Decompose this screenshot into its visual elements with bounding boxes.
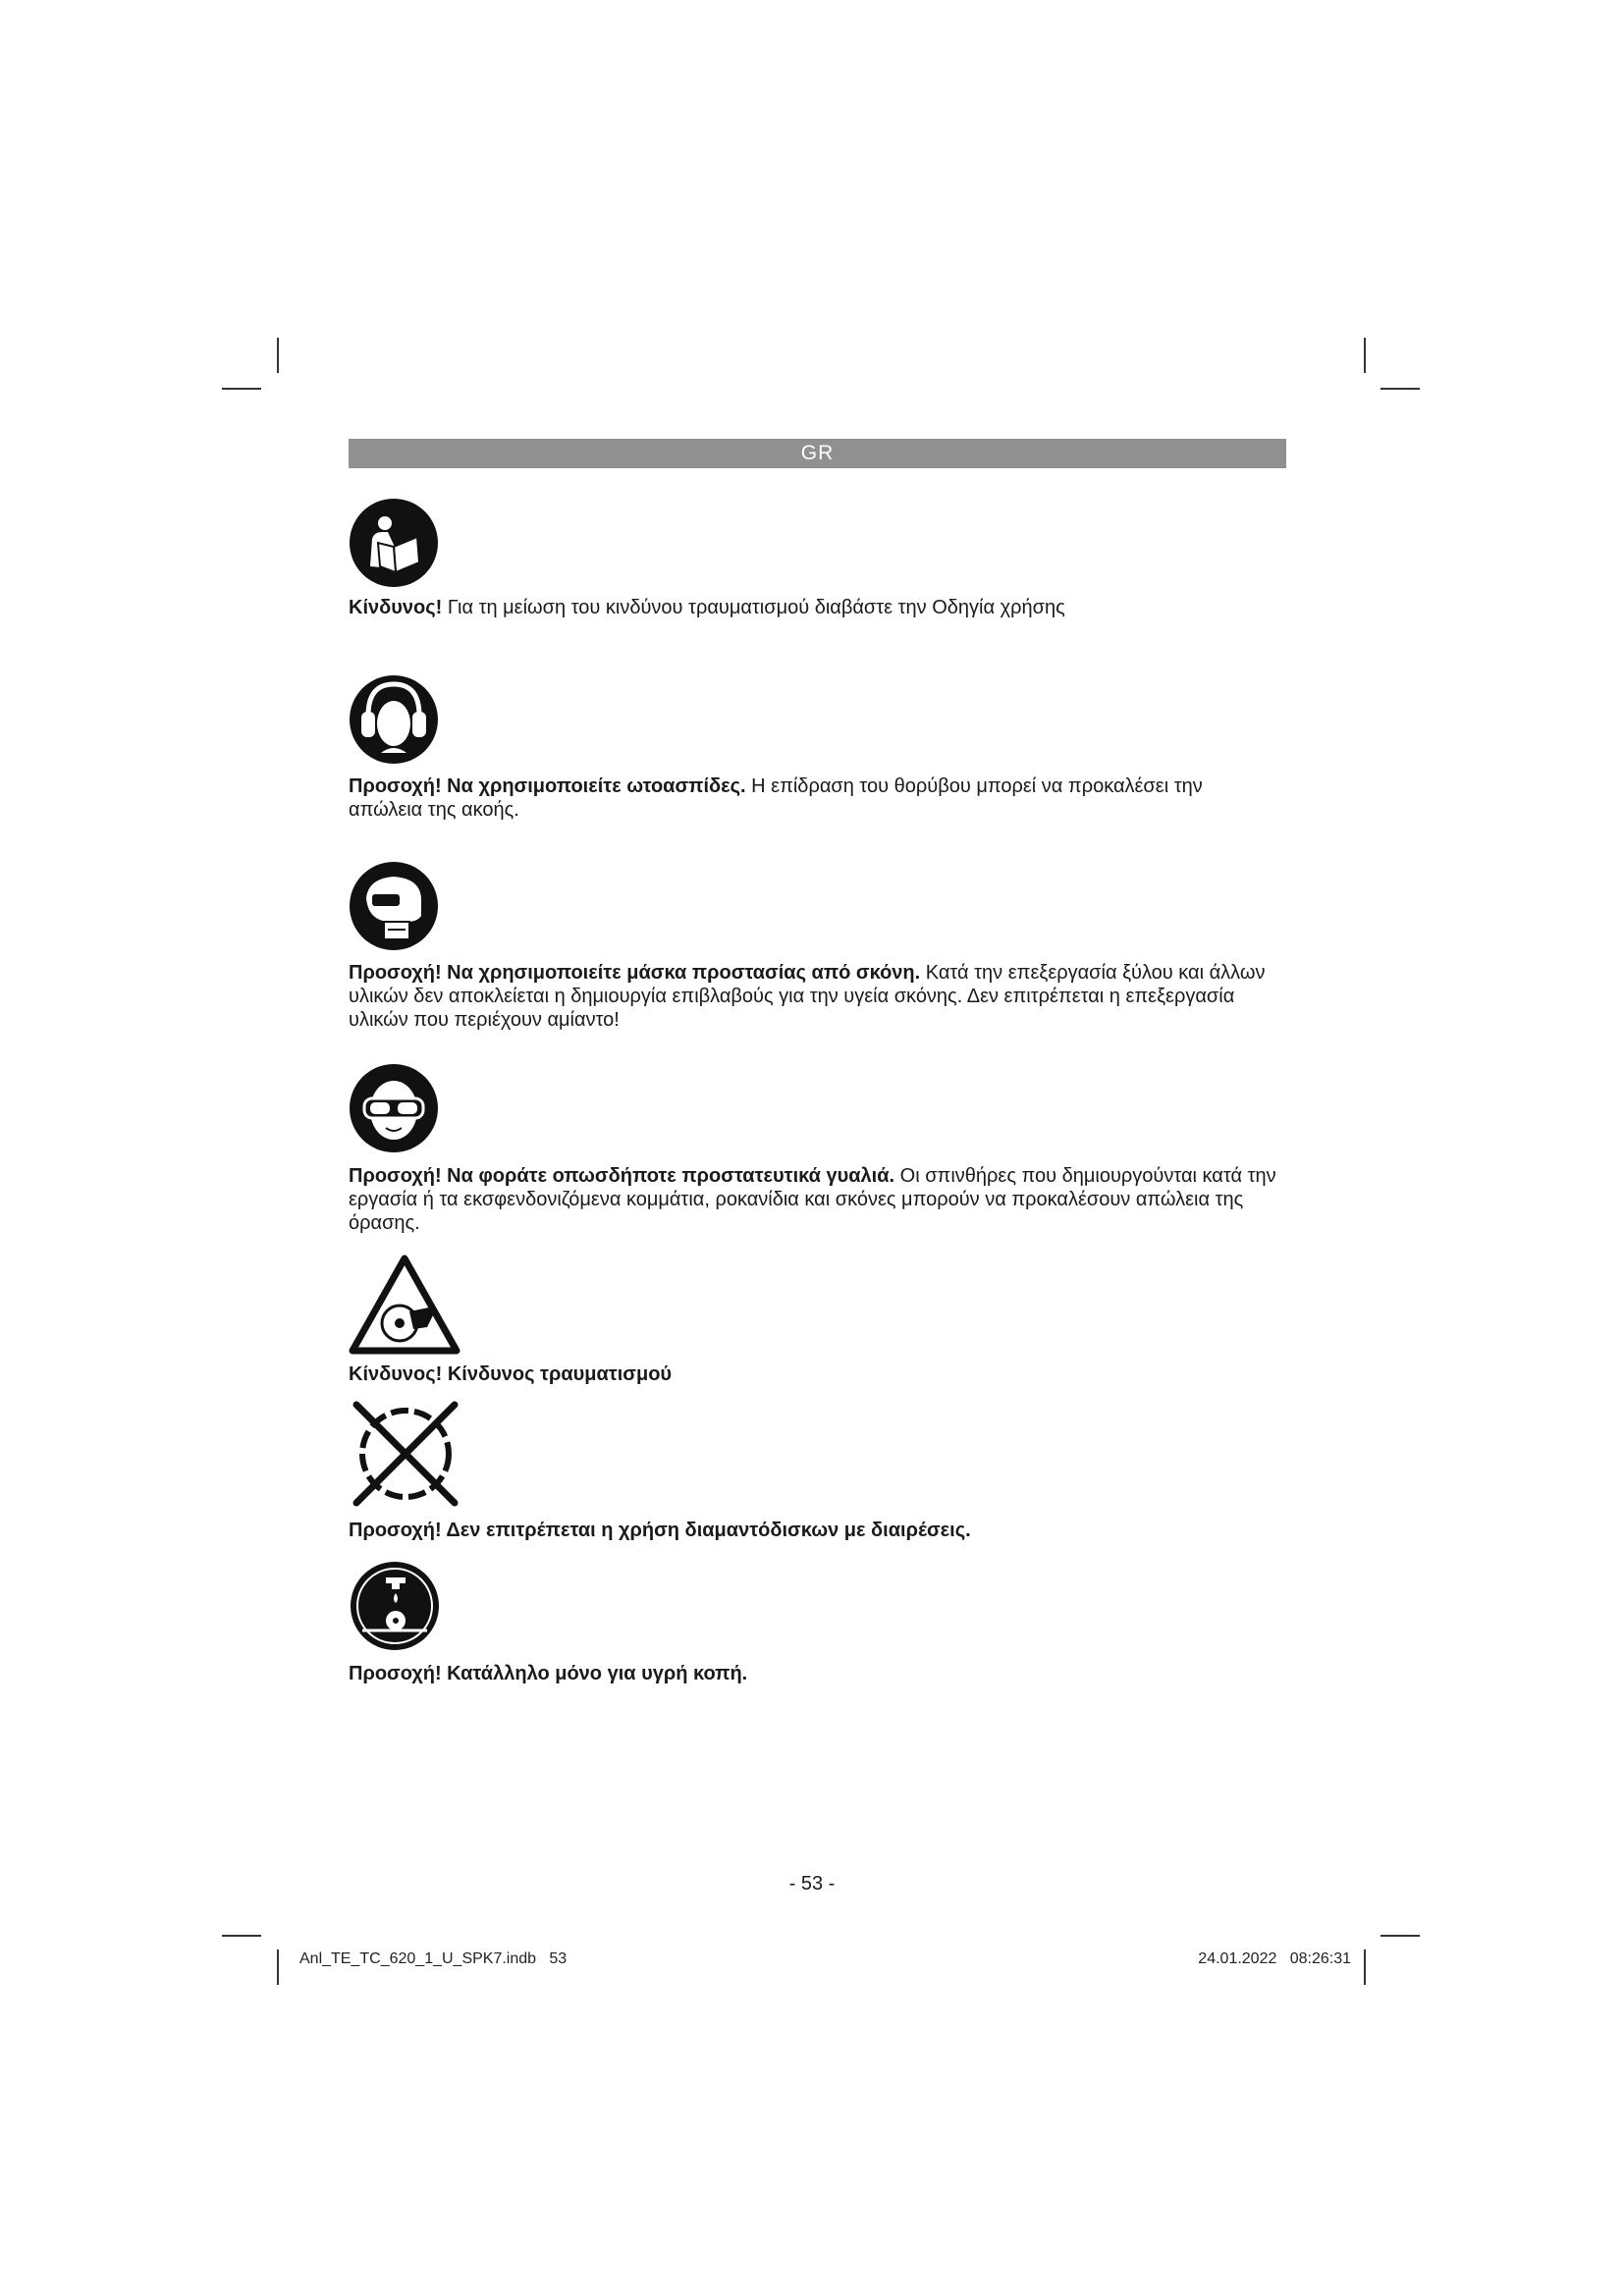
no-segmented-disc-icon (349, 1397, 462, 1511)
warning-title: Προσοχή! Να χρησιμοποιείτε μάσκα προστασίας από σκόνη. (349, 962, 921, 984)
read-manual-icon (349, 498, 439, 588)
crop-mark (277, 1949, 279, 1985)
footer-file: Anl_TE_TC_620_1_U_SPK7.indb 53 (299, 1950, 568, 1967)
language-header: GR (349, 439, 1286, 468)
footer-timestamp: 24.01.2022 08:26:31 (1198, 1950, 1351, 1967)
ear-protection-text (349, 774, 1281, 822)
crop-mark (222, 388, 261, 390)
dust-mask-text (349, 961, 1281, 1032)
warning-title: Προσοχή! Κατάλληλο μόνο για υγρή κοπή. (349, 1663, 748, 1684)
cutting-injury-warning-icon (349, 1255, 460, 1355)
crop-mark (277, 338, 279, 373)
warning-title: Κίνδυνος! Κίνδυνος τραυματισμού (349, 1363, 673, 1385)
safety-goggles-text (349, 1164, 1281, 1235)
page-number: - 53 - (788, 1873, 836, 1895)
warning-title: Προσοχή! Δεν επιτρέπεται η χρήση διαμαντόδισκων με διαιρέσεις. (349, 1520, 971, 1541)
crop-mark (1380, 388, 1420, 390)
warning-description: Για τη μείωση του κινδύνου τραυματισμού διαβάστε την Οδηγία χρήσης (442, 597, 1065, 618)
crop-mark (1364, 1949, 1366, 1985)
warning-description: Η επίδραση του θορύβου μπορεί να προκαλέσει την απώλεια της ακοής. (349, 775, 1203, 821)
warning-description: Κατά την επεξεργασία ξύλου και άλλων υλικών δεν αποκλείεται η δημιουργία επιβλαβούς για την υγεία σκόνης. Δεν επιτρέπεται η επεξεργασία υλικών που περιέχουν αμίαντο! (349, 962, 1266, 1031)
ear-protection-icon (349, 674, 439, 765)
crop-mark (222, 1935, 261, 1937)
crop-mark (1364, 338, 1366, 373)
cutting-injury-text (349, 1362, 1281, 1386)
no-segmented-disc-text (349, 1519, 1281, 1542)
warning-title: Κίνδυνος! (349, 597, 443, 618)
warning-description: Οι σπινθήρες που δημιουργούνται κατά την εργασία ή τα εκσφενδονιζόμενα κομμάτια, ροκανίδια και σκόνες μπορούν να προκαλέσουν απώλεια της όρασης. (349, 1165, 1276, 1234)
wet-cutting-icon (349, 1560, 441, 1652)
warning-title: Προσοχή! Να χρησιμοποιείτε ωτοασπίδες. (349, 775, 746, 797)
warning-title: Προσοχή! Να φοράτε οπωσδήποτε προστατευτικά γυαλιά. (349, 1165, 895, 1187)
safety-goggles-icon (349, 1063, 439, 1153)
wet-cutting-text (349, 1662, 1281, 1685)
crop-mark (1380, 1935, 1420, 1937)
dust-mask-icon (349, 861, 439, 951)
read-manual-text (349, 596, 1281, 619)
